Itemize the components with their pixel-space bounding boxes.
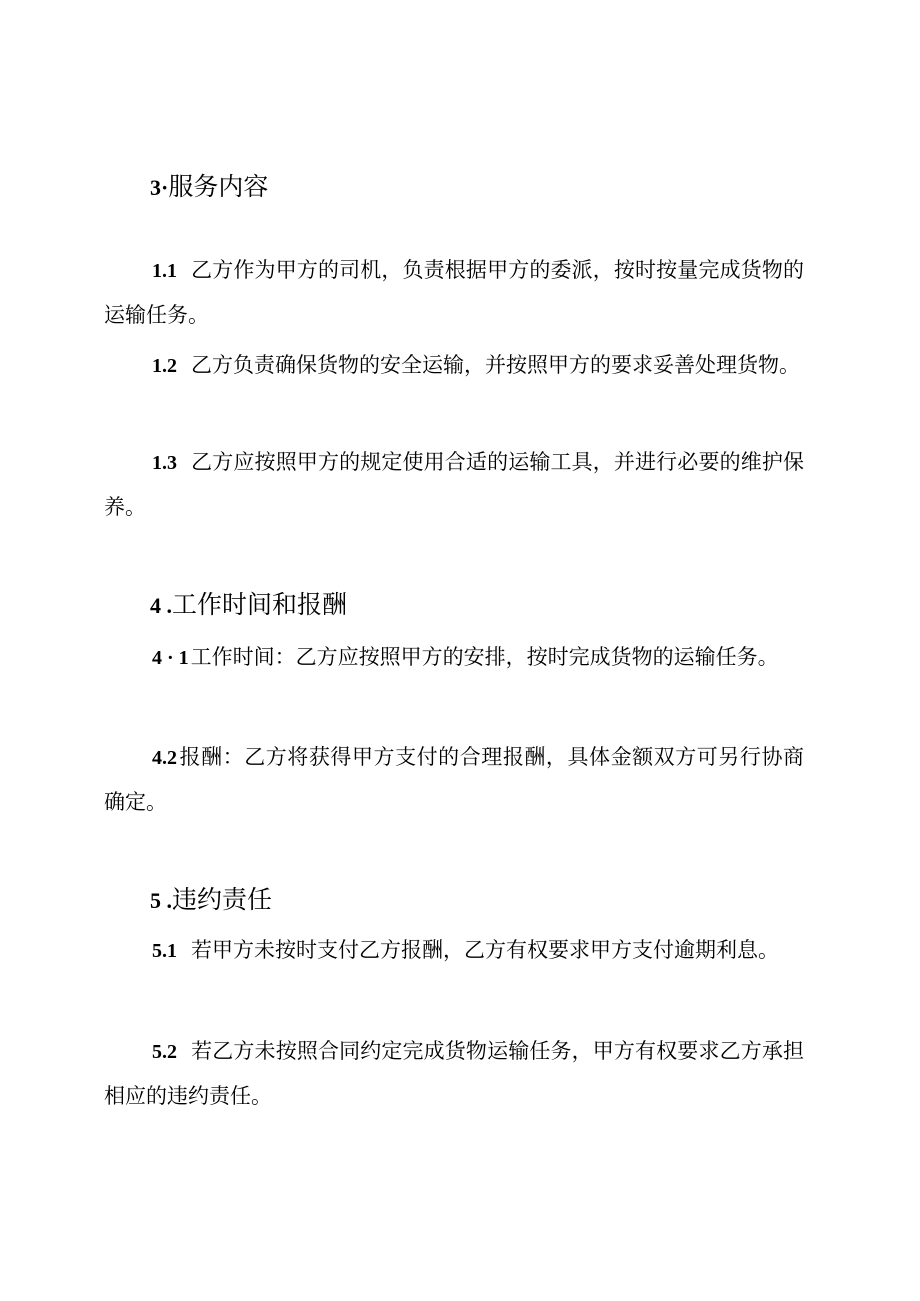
clause-4-1 xyxy=(104,635,804,680)
clause-1-2 xyxy=(104,343,804,388)
clause-1-1 xyxy=(104,248,804,337)
clause-5-1 xyxy=(104,928,804,973)
clause-5-2 xyxy=(104,1029,804,1118)
clause-number: 1.3 xyxy=(152,452,177,474)
clause-text: 工作时间：乙方应按照甲方的安排，按时完成货物的运输任务。 xyxy=(190,645,779,669)
clause-number: 5.2 xyxy=(152,1041,177,1063)
section-heading-5 xyxy=(150,885,272,916)
section-number: 4 . xyxy=(150,593,172,618)
clause-text: 乙方负责确保货物的安全运输，并按照甲方的要求妥善处理货物。 xyxy=(191,353,800,377)
section-title: 工作时间和报酬 xyxy=(172,590,348,619)
clause-number: 4.2 xyxy=(152,747,177,769)
section-number: 5 . xyxy=(150,888,172,913)
clause-text: 乙方作为甲方的司机，负责根据甲方的委派，按时按量完成货物的运输任务。 xyxy=(104,258,804,327)
clause-4-2 xyxy=(104,735,804,824)
clause-text: 若甲方未按时支付乙方报酬，乙方有权要求甲方支付逾期利息。 xyxy=(191,938,779,962)
section-title: 违约责任 xyxy=(172,885,273,914)
section-number: 3· xyxy=(150,175,169,200)
section-heading-3 xyxy=(150,172,268,203)
clause-number: 1.2 xyxy=(152,355,177,377)
clause-text: 报酬：乙方将获得甲方支付的合理报酬，具体金额双方可另行协商确定。 xyxy=(104,745,804,814)
clause-1-3 xyxy=(104,440,804,529)
clause-text: 若乙方未按照合同约定完成货物运输任务，甲方有权要求乙方承担相应的违约责任。 xyxy=(104,1039,804,1108)
clause-number: 1.1 xyxy=(152,260,177,282)
section-heading-4 xyxy=(150,590,347,621)
clause-number: 5.1 xyxy=(152,940,177,962)
clause-text: 乙方应按照甲方的规定使用合适的运输工具，并进行必要的维护保养。 xyxy=(104,450,804,519)
clause-number: 4 · 1 xyxy=(152,647,189,669)
section-title: 服务内容 xyxy=(168,172,269,201)
